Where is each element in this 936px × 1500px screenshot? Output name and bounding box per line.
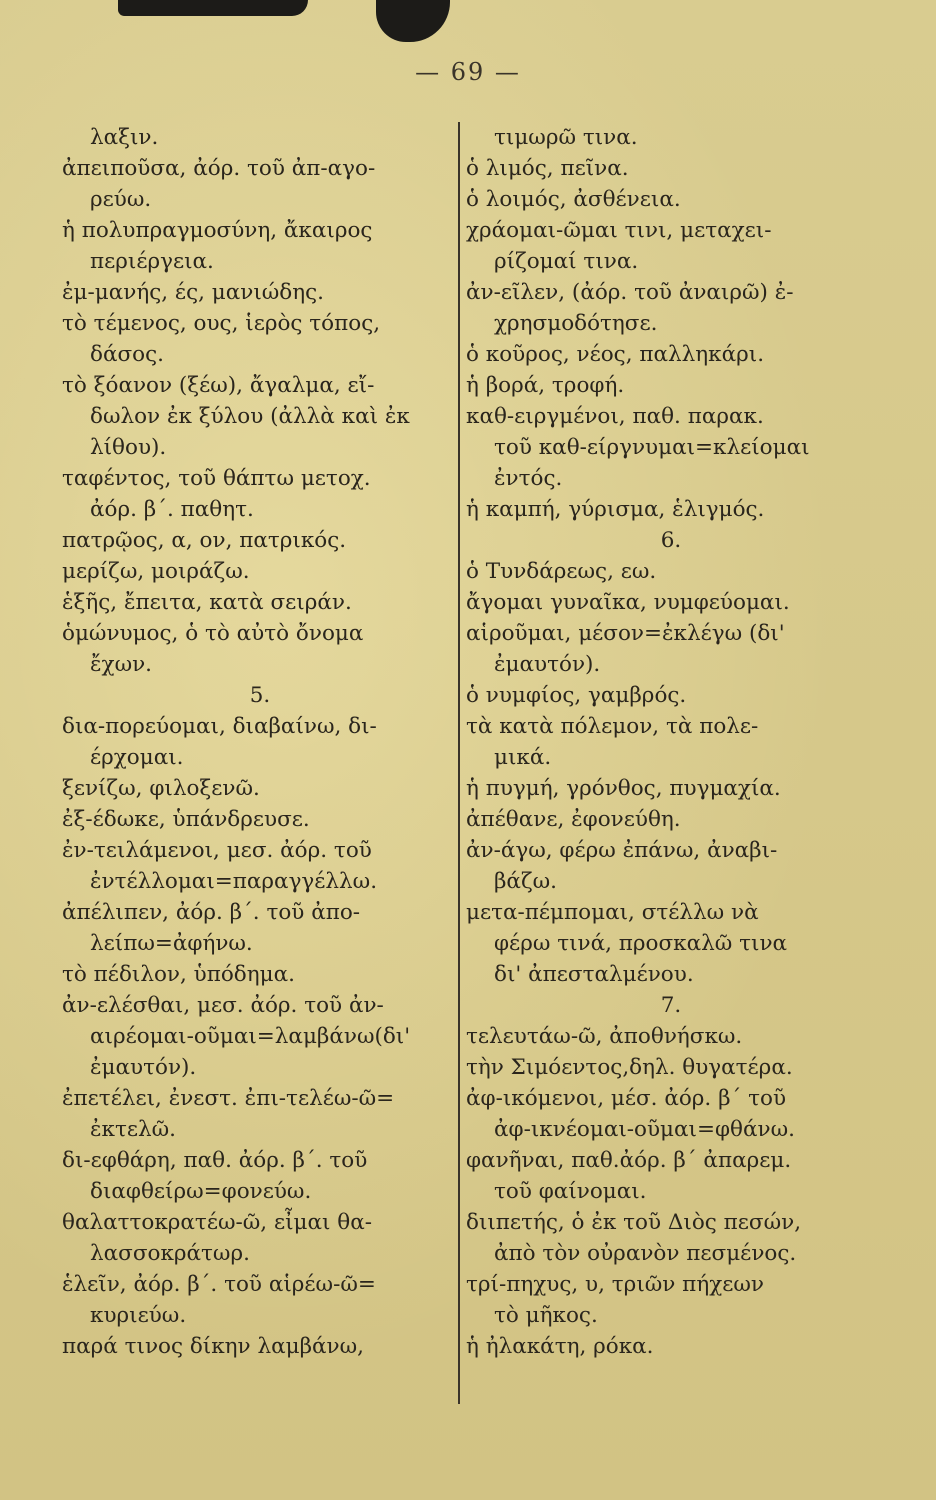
glossary-line: μετα-πέμπομαι, στέλλω νὰ xyxy=(466,900,759,925)
section-number: 6. xyxy=(660,528,682,553)
glossary-line: ἀόρ. β΄. παθητ. xyxy=(90,497,254,522)
glossary-line: τὸ πέδιλον, ὑπόδημα. xyxy=(62,962,295,987)
glossary-line: τοῦ καθ-είργνυμαι=κλείομαι xyxy=(494,435,810,460)
glossary-line: μερίζω, μοιράζω. xyxy=(62,559,250,584)
glossary-line: ρίζομαί τινα. xyxy=(494,249,639,274)
glossary-line: ὁμώνυμος, ὁ τὸ αὐτὸ ὄνομα xyxy=(62,621,364,646)
glossary-line: ἐμ-μανής, ές, μανιώδης. xyxy=(62,280,324,305)
glossary-line: ἐκτελῶ. xyxy=(90,1117,176,1142)
glossary-line: ἀπέθανε, ἐφονεύθη. xyxy=(466,807,681,832)
glossary-line: ἡ βορά, τροφή. xyxy=(466,373,625,398)
glossary-line: τὸ μῆκος. xyxy=(494,1303,598,1328)
glossary-line: ὁ λιμός, πεῖνα. xyxy=(466,156,629,181)
glossary-line: περιέργεια. xyxy=(90,249,214,274)
section-number: 7. xyxy=(660,993,682,1018)
ink-stain xyxy=(376,0,450,42)
glossary-line: δωλον ἐκ ξύλου (ἀλλὰ καὶ ἐκ xyxy=(90,404,410,429)
glossary-line: δι-εφθάρη, παθ. ἀόρ. β΄. τοῦ xyxy=(62,1148,368,1173)
glossary-line: καθ-ειργμένοι, παθ. παρακ. xyxy=(466,404,764,429)
glossary-line: βάζω. xyxy=(494,869,557,894)
glossary-line: ταφέντος, τοῦ θάπτω μετοχ. xyxy=(62,466,371,491)
glossary-line: ἀπὸ τὸν οὐρανὸν πεσμένος. xyxy=(494,1241,797,1266)
glossary-line: τιμωρῶ τινα. xyxy=(494,125,638,150)
glossary-line: ἡ ἠλακάτη, ρόκα. xyxy=(466,1334,654,1359)
glossary-line: ὁ λοιμός, ἀσθένεια. xyxy=(466,187,681,212)
glossary-line: ρεύω. xyxy=(90,187,152,212)
right-column xyxy=(466,122,876,1362)
glossary-line: ἀπέλιπεν, ἀόρ. β΄. τοῦ ἀπο- xyxy=(62,900,361,925)
glossary-line: ἐξ-έδωκε, ὑπάνδρευσε. xyxy=(62,807,310,832)
glossary-line: ἀν-εῖλεν, (ἀόρ. τοῦ ἀναιρῶ) ἐ- xyxy=(466,280,794,305)
glossary-line: ἐντός. xyxy=(494,466,563,491)
glossary-line: δια-πορεύομαι, διαβαίνω, δι- xyxy=(62,714,377,739)
ink-stain xyxy=(118,0,308,16)
glossary-line: ξενίζω, φιλοξενῶ. xyxy=(62,776,260,801)
glossary-line: θαλαττοκρατέω-ῶ, εἶμαι θα- xyxy=(62,1210,373,1235)
glossary-line: ἑλεῖν, ἀόρ. β΄. τοῦ αἱρέω-ῶ= xyxy=(62,1272,376,1297)
glossary-line: λίθου). xyxy=(90,435,167,460)
glossary-line: ἀν-άγω, φέρω ἐπάνω, ἀναβι- xyxy=(466,838,778,863)
glossary-line: ἄγομαι γυναῖκα, νυμφεύομαι. xyxy=(466,590,790,615)
page-number: — 69 — xyxy=(415,58,521,86)
glossary-line: ἀφ-ικόμενοι, μέσ. ἀόρ. β΄ τοῦ xyxy=(466,1086,787,1111)
section-number: 5. xyxy=(249,683,271,708)
glossary-line: ἀν-ελέσθαι, μεσ. ἀόρ. τοῦ ἀν- xyxy=(62,993,384,1018)
glossary-line: μικά. xyxy=(494,745,552,770)
glossary-line: τὸ τέμενος, ους, ἱερὸς τόπος, xyxy=(62,311,381,336)
glossary-line: τὸ ξόανον (ξέω), ἄγαλμα, εἴ- xyxy=(62,373,375,398)
glossary-line: αιρέομαι-οῦμαι=λαμβάνω(δι' xyxy=(90,1024,411,1049)
glossary-line: ἐν-τειλάμενοι, μεσ. ἀόρ. τοῦ xyxy=(62,838,372,863)
glossary-line: ἐντέλλομαι=παραγγέλλω. xyxy=(90,869,378,894)
glossary-line: ἑξῆς, ἔπειτα, κατὰ σειράν. xyxy=(62,590,352,615)
glossary-line: παρά τινος δίκην λαμβάνω, xyxy=(62,1334,364,1359)
glossary-line: χρησμοδότησε. xyxy=(494,311,658,336)
glossary-line: κυριεύω. xyxy=(90,1303,187,1328)
column-divider xyxy=(458,122,460,1404)
glossary-line: ὁ νυμφίος, γαμβρός. xyxy=(466,683,687,708)
glossary-line: έρχομαι. xyxy=(90,745,184,770)
glossary-line: ἔχων. xyxy=(90,652,153,677)
glossary-line: αἱροῦμαι, μέσον=ἐκλέγω (δι' xyxy=(466,621,785,646)
glossary-line: λαξιν. xyxy=(90,125,159,150)
glossary-line: ἐμαυτόν). xyxy=(494,652,601,677)
glossary-line: ὁ κοῦρος, νέος, παλληκάρι. xyxy=(466,342,765,367)
glossary-line: πατρῷος, α, ον, πατρικός. xyxy=(62,528,347,553)
glossary-line: ἀπειποῦσα, ἀόρ. τοῦ ἀπ-αγο- xyxy=(62,156,376,181)
glossary-line: τὰ κατὰ πόλεμον, τὰ πολε- xyxy=(466,714,759,739)
glossary-line: δάσος. xyxy=(90,342,164,367)
glossary-line: διαφθείρω=φονεύω. xyxy=(90,1179,312,1204)
glossary-line: φανῆναι, παθ.ἀόρ. β΄ ἀπαρεμ. xyxy=(466,1148,792,1173)
left-column xyxy=(62,122,458,1362)
glossary-line: δι' ἀπεσταλμένου. xyxy=(494,962,694,987)
glossary-line: διιπετής, ὁ ἐκ τοῦ Διὸς πεσών, xyxy=(466,1210,802,1235)
glossary-line: λασσοκράτωρ. xyxy=(90,1241,250,1266)
glossary-line: ἡ πολυπραγμοσύνη, ἄκαιρος xyxy=(62,218,373,243)
glossary-line: ὁ Τυνδάρεως, εω. xyxy=(466,559,657,584)
glossary-line: τοῦ φαίνομαι. xyxy=(494,1179,647,1204)
glossary-line: ἐπετέλει, ἐνεστ. ἐπι-τελέω-ῶ= xyxy=(62,1086,395,1111)
glossary-line: φέρω τινά, προσκαλῶ τινα xyxy=(494,931,788,956)
glossary-line: ἡ πυγμή, γρόνθος, πυγμαχία. xyxy=(466,776,781,801)
glossary-line: λείπω=ἀφήνω. xyxy=(90,931,253,956)
glossary-line: ἀφ-ικνέομαι-οῦμαι=φθάνω. xyxy=(494,1117,795,1142)
glossary-line: τρί-πηχυς, υ, τριῶν πήχεων xyxy=(466,1272,764,1297)
glossary-line: χράομαι-ῶμαι τινι, μεταχει- xyxy=(466,218,772,243)
glossary-line: τελευτάω-ῶ, ἀποθνήσκω. xyxy=(466,1024,743,1049)
glossary-line: τὴν Σιμόεντος,δηλ. θυγατέρα. xyxy=(466,1055,793,1080)
glossary-line: ἐμαυτόν). xyxy=(90,1055,197,1080)
glossary-line: ἡ καμπή, γύρισμα, ἑλιγμός. xyxy=(466,497,765,522)
